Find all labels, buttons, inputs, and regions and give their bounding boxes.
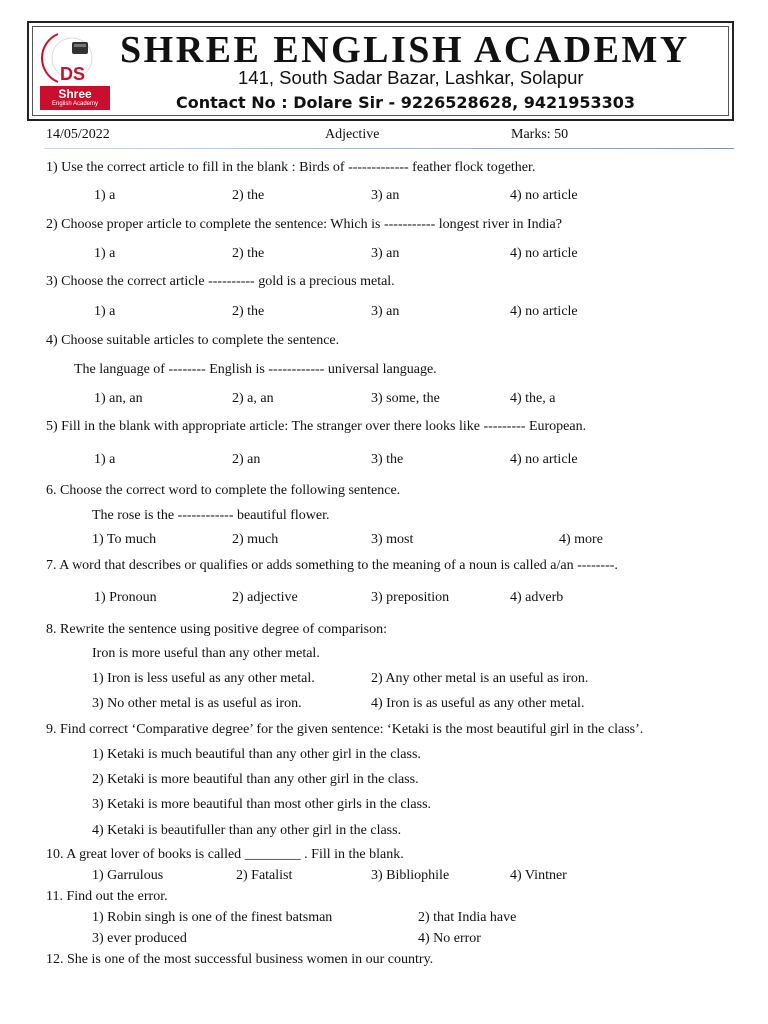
q10-option-4: 4) Vintner	[510, 868, 567, 883]
q4-option-3: 3) some, the	[371, 391, 440, 406]
test-date: 14/05/2022	[46, 127, 110, 142]
question-4: 4) Choose suitable articles to complete the sentence.	[46, 333, 340, 348]
academy-address: 141, South Sadar Bazar, Lashkar, Solapur	[238, 67, 584, 88]
q11-option-2: 2) that India have	[418, 910, 517, 925]
q11-option-1: 1) Robin singh is one of the finest batsman	[92, 910, 333, 925]
contact-info: Contact No : Dolare Sir - 9226528628, 9421953303	[176, 93, 636, 112]
q6-option-1: 1) To much	[92, 532, 157, 547]
question-1: 1) Use the correct article to fill in the blank : Birds of ------------- feather flock together.	[46, 160, 536, 175]
q9-option-4: 4) Ketaki is beautifuller than any other girl in the class.	[92, 823, 402, 838]
q10-option-3: 3) Bibliophile	[371, 868, 450, 883]
q1-option-4: 4) no article	[510, 188, 578, 203]
q4-sentence: The language of -------- English is ------------ universal language.	[74, 362, 437, 377]
q3-option-3: 3) an	[371, 304, 400, 319]
q6-option-2: 2) much	[232, 532, 279, 547]
q11-option-4: 4) No error	[418, 931, 481, 946]
q4-option-2: 2) a, an	[232, 391, 274, 406]
question-11: 11. Find out the error.	[46, 889, 168, 904]
q7-option-3: 3) preposition	[371, 590, 450, 605]
question-8: 8. Rewrite the sentence using positive degree of comparison:	[46, 622, 387, 637]
question-12: 12. She is one of the most successful business women in our country.	[46, 952, 434, 967]
q11-option-3: 3) ever produced	[92, 931, 187, 946]
q8-option-4: 4) Iron is as useful as any other metal.	[371, 696, 585, 711]
q8-option-1: 1) Iron is less useful as any other metal.	[92, 671, 315, 686]
q10-option-2: 2) Fatalist	[236, 868, 293, 883]
q7-option-1: 1) Pronoun	[94, 590, 157, 605]
q8-sentence: Iron is more useful than any other metal.	[92, 646, 320, 661]
q4-option-4: 4) the, a	[510, 391, 556, 406]
q9-option-1: 1) Ketaki is much beautiful than any other girl in the class.	[92, 747, 421, 762]
q2-option-1: 1) a	[94, 246, 116, 261]
q2-option-3: 3) an	[371, 246, 400, 261]
q2-option-2: 2) the	[232, 246, 265, 261]
logo-badge-subtitle: English Academy	[51, 101, 99, 107]
question-6: 6. Choose the correct word to complete the following sentence.	[46, 483, 401, 498]
question-10: 10. A great lover of books is called ________ . Fill in the blank.	[46, 847, 404, 862]
q6-sentence: The rose is the ------------ beautiful flower.	[92, 508, 330, 523]
q1-option-3: 3) an	[371, 188, 400, 203]
q9-option-2: 2) Ketaki is more beautiful than any other girl in the class.	[92, 772, 419, 787]
q5-option-2: 2) an	[232, 452, 261, 467]
academy-title: SHREE ENGLISH ACADEMY	[120, 29, 690, 71]
logo-badge-title: Shree	[58, 87, 92, 101]
q5-option-1: 1) a	[94, 452, 116, 467]
q10-option-1: 1) Garrulous	[92, 868, 164, 883]
q5-option-4: 4) no article	[510, 452, 578, 467]
q7-option-2: 2) adjective	[232, 590, 298, 605]
header-divider	[44, 148, 734, 149]
q5-option-3: 3) the	[371, 452, 404, 467]
q3-option-4: 4) no article	[510, 304, 578, 319]
q8-option-3: 3) No other metal is as useful as iron.	[92, 696, 302, 711]
q6-option-3: 3) most	[371, 532, 414, 547]
academy-logo	[36, 28, 114, 114]
q3-option-1: 1) a	[94, 304, 116, 319]
q2-option-4: 4) no article	[510, 246, 578, 261]
q9-option-3: 3) Ketaki is more beautiful than most other girls in the class.	[92, 797, 432, 812]
q4-option-1: 1) an, an	[94, 391, 143, 406]
q6-option-4: 4) more	[559, 532, 603, 547]
q3-option-2: 2) the	[232, 304, 265, 319]
question-5: 5) Fill in the blank with appropriate article: The stranger over there looks like --------- European.	[46, 419, 587, 434]
logo-initials: DS	[60, 64, 86, 84]
q8-option-2: 2) Any other metal is an useful as iron.	[371, 671, 589, 686]
test-marks: Marks: 50	[511, 127, 569, 142]
logo-badge	[40, 86, 110, 110]
q1-option-1: 1) a	[94, 188, 116, 203]
test-topic: Adjective	[325, 127, 380, 142]
q1-option-2: 2) the	[232, 188, 265, 203]
q7-option-4: 4) adverb	[510, 590, 564, 605]
question-3: 3) Choose the correct article ---------- gold is a precious metal.	[46, 274, 395, 289]
question-7: 7. A word that describes or qualifies or adds something to the meaning of a noun is called a/an --------.	[46, 558, 618, 573]
question-2: 2) Choose proper article to complete the sentence: Which is ----------- longest river in India?	[46, 217, 562, 232]
question-9: 9. Find correct ‘Comparative degree’ for the given sentence: ‘Ketaki is the most beautiful girl in the class’.	[46, 722, 644, 737]
